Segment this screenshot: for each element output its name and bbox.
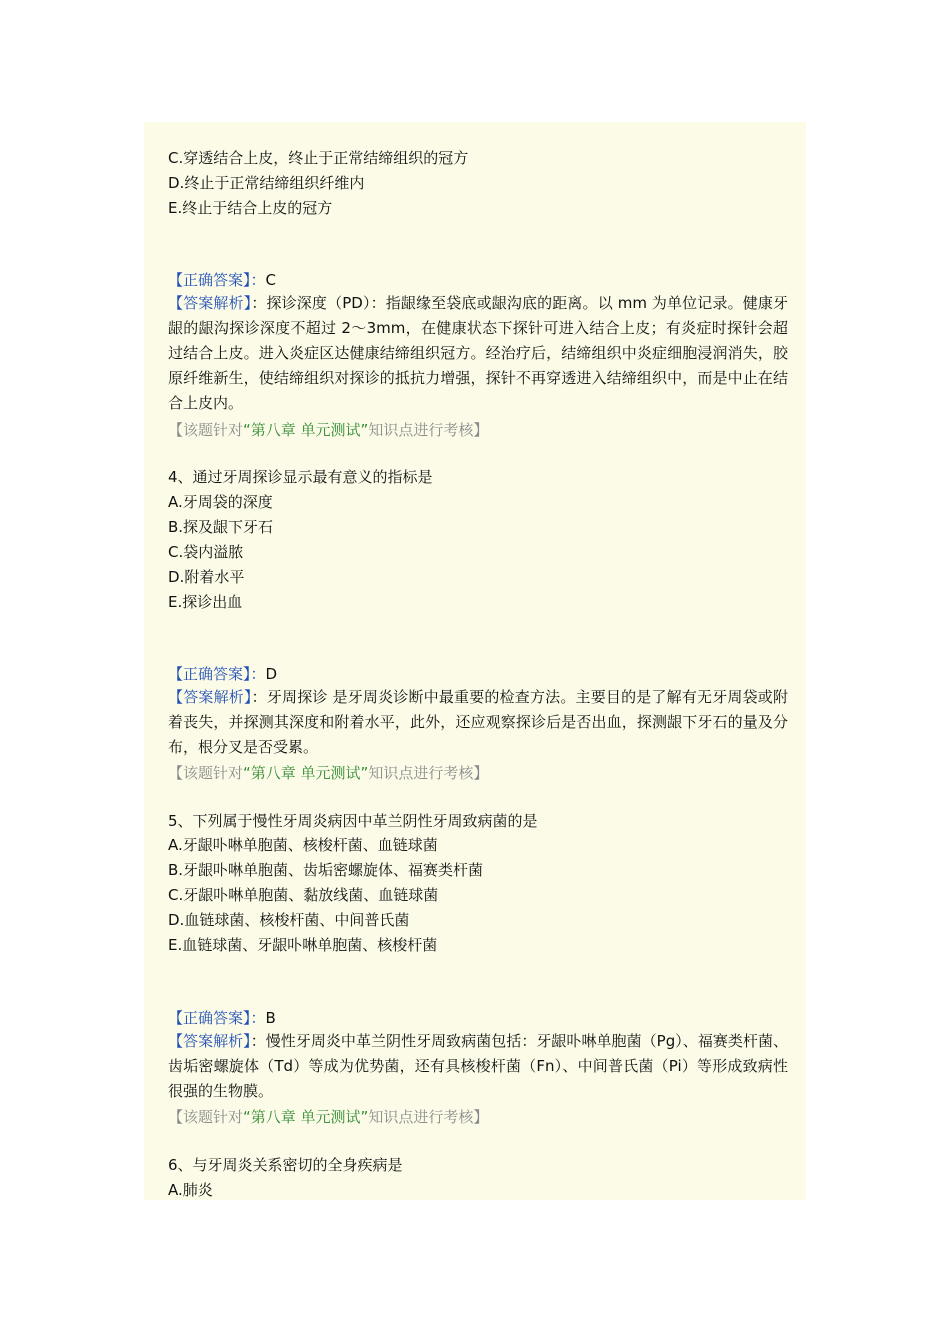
analysis-label: 【答案解析】 [168,688,252,706]
q4-option-d: D.附着水平 [168,568,245,586]
q4-note [168,763,488,783]
q3-analysis [168,291,788,416]
q3-option-d: D.终止于正常结缔组织纤维内 [168,174,365,192]
q4-option-e: E.探诊出血 [168,593,243,611]
note-prefix: 【该题针对 [168,1108,244,1126]
note-prefix: 【该题针对 [168,421,244,439]
answer-value: D [265,665,278,683]
analysis-text: ：牙周探诊 是牙周炎诊断中最重要的检查方法。主要目的是了解有无牙周袋或附着丧失，并探测其深度和附着水平，此外，还应观察探诊后是否出血，探测龈下牙石的量及分布，根分叉是否受累。 [168,688,788,756]
analysis-text: ：慢性牙周炎中革兰阴性牙周致病菌包括：牙龈卟啉单胞菌（Pg）、福赛类杆菌、齿垢密螺旋体（Td）等成为优势菌，还有具核梭杆菌（Fn）、中间普氏菌（Pi）等形成致病性很强的生物膜。 [168,1032,788,1100]
q5-option-d: D.血链球菌、核梭杆菌、中间普氏菌 [168,911,410,929]
q4-analysis [168,685,788,760]
q3-option-c: C.穿透结合上皮，终止于正常结缔组织的冠方 [168,149,469,167]
q5-note [168,1107,488,1127]
note-suffix: 知识点进行考核】 [368,421,489,439]
analysis-text: ：探诊深度（PD）：指龈缘至袋底或龈沟底的距离。以 mm 为单位记录。健康牙龈的龈沟探诊深度不超过 2～3mm，在健康状态下探针可进入结合上皮；有炎症时探针会超过结合上皮。进入炎症区达健康结缔组织冠方。经治疗后，结缔组织中炎症细胞浸润消失，胶原纤维新生，使结缔组织对探诊的抵抗力增强，探针不再穿透进入结缔组织中，而是中止在结合上皮内。 [168,294,788,412]
analysis-label: 【答案解析】 [168,1032,251,1050]
q4-option-b: B.探及龈下牙石 [168,518,274,536]
answer-label: 【正确答案】： [168,1009,266,1027]
q6-question: 6、与牙周炎关系密切的全身疾病是 [168,1156,403,1174]
q5-analysis [168,1029,788,1104]
note-suffix: 知识点进行考核】 [368,1108,489,1126]
answer-label: 【正确答案】： [168,271,266,289]
note-topic: “第八章 单元测试” [243,1108,369,1126]
q6-option-a: A.肺炎 [168,1181,213,1199]
q5-option-b: B.牙龈卟啉单胞菌、齿垢密螺旋体、福赛类杆菌 [168,861,484,879]
q5-option-a: A.牙龈卟啉单胞菌、核梭杆菌、血链球菌 [168,836,438,854]
note-topic: “第八章 单元测试” [243,421,369,439]
answer-value: B [265,1009,276,1027]
q3-option-e: E.终止于结合上皮的冠方 [168,199,333,217]
note-suffix: 知识点进行考核】 [368,764,489,782]
q4-option-c: C.袋内溢脓 [168,543,244,561]
q5-option-c: C.牙龈卟啉单胞菌、黏放线菌、血链球菌 [168,886,439,904]
q4-answer [168,664,277,684]
answer-label: 【正确答案】： [168,665,266,683]
q4-option-a: A.牙周袋的深度 [168,493,273,511]
q5-answer [168,1008,276,1028]
q5-question: 5、下列属于慢性牙周炎病因中革兰阴性牙周致病菌的是 [168,812,538,830]
q3-note [168,420,488,440]
q4-question: 4、通过牙周探诊显示最有意义的指标是 [168,468,433,486]
analysis-label: 【答案解析】 [168,294,252,312]
answer-value: C [265,271,276,289]
q3-answer [168,270,276,290]
note-prefix: 【该题针对 [168,764,244,782]
q5-option-e: E.血链球菌、牙龈卟啉单胞菌、核梭杆菌 [168,936,438,954]
note-topic: “第八章 单元测试” [243,764,369,782]
